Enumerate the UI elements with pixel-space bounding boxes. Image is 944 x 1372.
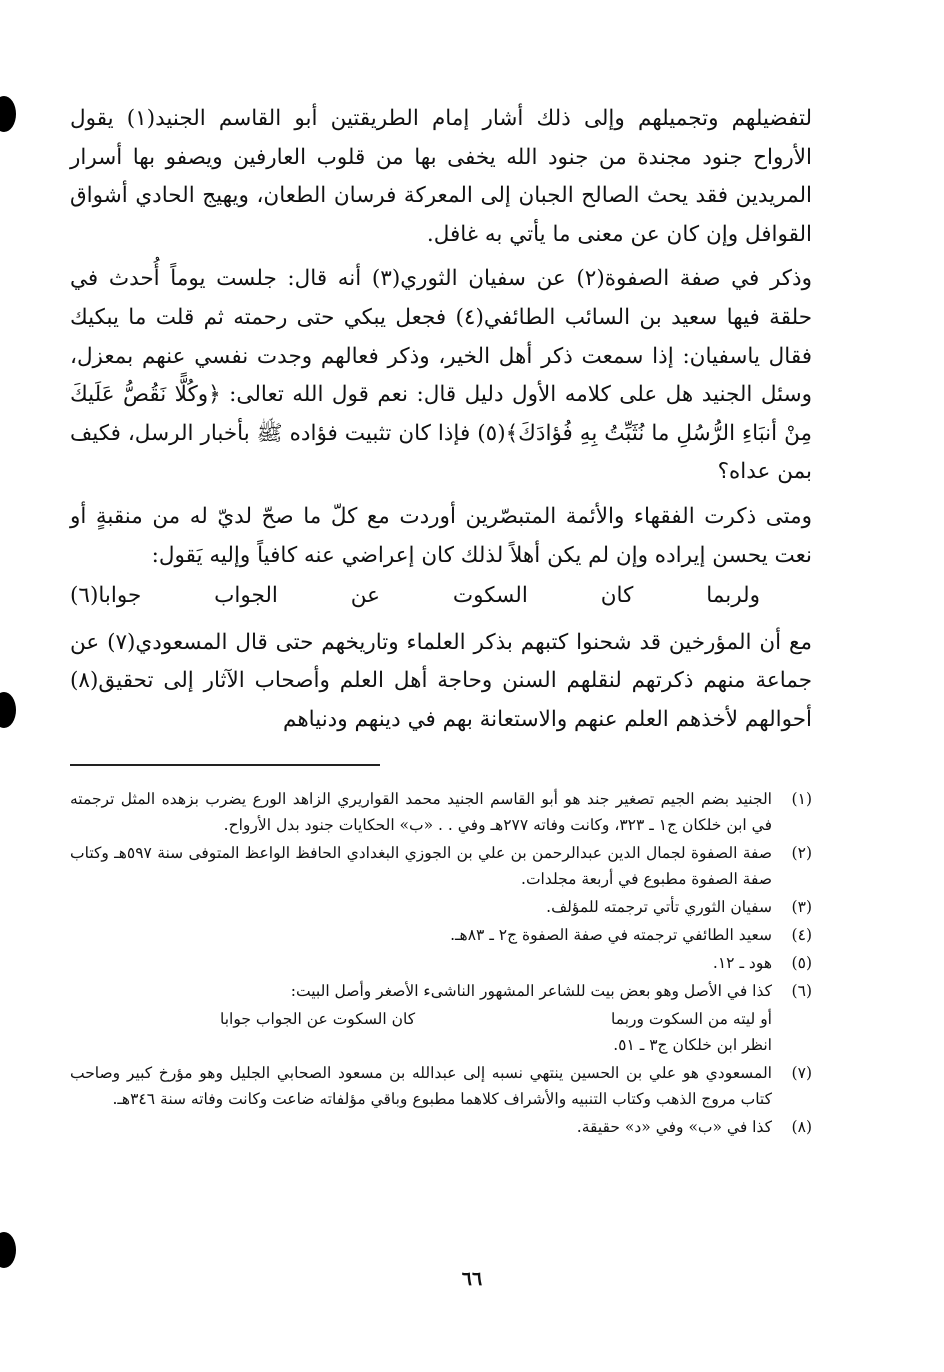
footnote-text: انظر ابن خلكان ج٣ ـ ٥١.	[613, 1035, 772, 1054]
footnote-6-tail	[70, 1032, 812, 1058]
footnote-5	[70, 950, 812, 976]
footnote-text: سعيد الطائفي ترجمته في صفة الصفوة ج٢ ـ ٨٣هـ.	[450, 925, 772, 944]
binder-hole-top	[0, 96, 16, 132]
footnote-2	[70, 840, 812, 892]
paragraph-3: ومتى ذكرت الفقهاء والأئمة المتبصّرين أوردت مع كلّ ما صحّ لديّ له من منقبةٍ أو نعت يحسن إيراده وإن لم يكن أهلاً لذلك كان إعراضي عنه كافياً وإليه يَقول:	[70, 503, 812, 568]
poetry-verse: ولربما كان السكوت عن الجواب جوابا(٦)	[70, 583, 760, 609]
footnote-text: المسعودي هو علي بن الحسين ينتهي نسبه إلى عبدالله بن مسعود الصحابي الجليل وهو مؤرخ كبير وصاحب كتاب مروج الذهب وكتاب التنبيه والأشراف كلاهما مطبوع وباقي مؤلفاته ضاعت وكانت وفاته سنة ٣٤٦هـ.	[70, 1063, 772, 1108]
footnote-divider	[70, 764, 380, 766]
footnote-number: (٢)	[791, 843, 812, 862]
footnote-text: الجنيد بضم الجيم تصغير جند هو أبو القاسم الجنيد محمد القواريري الزاهد الورع يضرب بزهده المثل ترجمته في ابن خلكان ج١ ـ ٣٢٣، وكانت وفاته ٢٧٧هـ وفي . . «ب» الحكايات جنود بدل الأرواح.	[70, 789, 772, 834]
verse-second-hemistich: كان السكوت عن الجواب جوابا	[220, 1009, 416, 1028]
footnotes	[70, 786, 812, 1140]
paragraph-2: وذكر في صفة الصفوة(٢) عن سفيان الثوري(٣) أنه قال: جلست يوماً أُحدث في حلقة فيها سعيد بن السائب الطائفي(٤) فجعل يبكي حتى رحمته ثم قلت ما يبكيك فقال ياسفيان: إذا سمعت ذكر أهل الخير، وذكر فعالهم وجدت نفسي عنهم بمعزل، وسئل الجنيد هل على كلامه الأول دليل قال: نعم قول الله تعالى: ﴿وكُلًّا نَقُصُّ عَلَيكَ مِنْ أنبَاءِ الرُّسُلِ ما نُثَبِّتُ بِهِ فُؤادَكَ﴾(٥) فإذا كان تثبيت فؤاده ﷺ بأخبار الرسل، فكيف بمن عداه؟	[70, 266, 813, 485]
footnote-number: (١)	[791, 789, 812, 808]
binder-hole-middle	[0, 692, 16, 728]
verse-first-hemistich: أو ليته من السكوت وربما	[611, 1009, 772, 1028]
footnote-text: هود ـ ١٢.	[712, 953, 772, 972]
paragraph-1: لتفضيلهم وتجميلهم وإلى ذلك أشار إمام الطريقتين أبو القاسم الجنيد(١) يقول الأرواح جنود مجندة من جنود الله يخفى بها من قلوب العارفين ويصفو بها أسرار المريدين فقد يحث الصالح الجبان إلى المعركة فرسان الطعان، ويهيج الحادي أشواق القوافل وإن كان عن معنى ما يأتي به غافل.	[70, 106, 812, 247]
footnote-number: (٧)	[791, 1063, 812, 1082]
footnote-6	[70, 978, 812, 1004]
footnote-3	[70, 894, 812, 920]
page-number: ٦٦	[461, 1268, 483, 1290]
footnote-number: (٦)	[791, 981, 812, 1000]
footnote-1	[70, 786, 812, 838]
footnote-text: كذا في الأصل وهو بعض بيت للشاعر المشهور الناشىء الأصغر وأصل البيت:	[290, 981, 772, 1000]
footnote-text: كذا في «ب» وفي «د» حقيقة.	[576, 1117, 772, 1136]
paragraph-4: مع أن المؤرخين قد شحنوا كتبهم بذكر العلماء وتاريخهم حتى قال المسعودي(٧) عن جماعة منهم ذكرتهم لنقلهم السنن وحاجة أهل العلم وأصحاب الآثار إلى تحقيق(٨) أحوالهم لأخذهم العلم عنهم والاستعانة بهم في دينهم ودنياهم	[70, 629, 812, 732]
footnote-text: سفيان الثوري تأتي ترجمته للمؤلف.	[546, 897, 772, 916]
footnote-8	[70, 1114, 812, 1140]
footnote-text: صفة الصفوة لجمال الدين عبدالرحمن بن علي بن الجوزي البغدادي الحافظ الواعظ المتوفى سنة ٥٩٧هـ وكتاب صفة الصفوة مطبوع في أربعة مجلدات.	[70, 843, 773, 888]
footnote-number: (٨)	[791, 1117, 812, 1136]
footnote-6-verse	[70, 1006, 812, 1032]
binder-hole-bottom	[0, 1232, 16, 1268]
footnote-7	[70, 1060, 812, 1112]
footnote-number: (٤)	[791, 925, 812, 944]
footnote-number: (٣)	[791, 897, 812, 916]
footnote-number: (٥)	[791, 953, 812, 972]
footnote-4	[70, 922, 812, 948]
page-body	[70, 100, 812, 1142]
